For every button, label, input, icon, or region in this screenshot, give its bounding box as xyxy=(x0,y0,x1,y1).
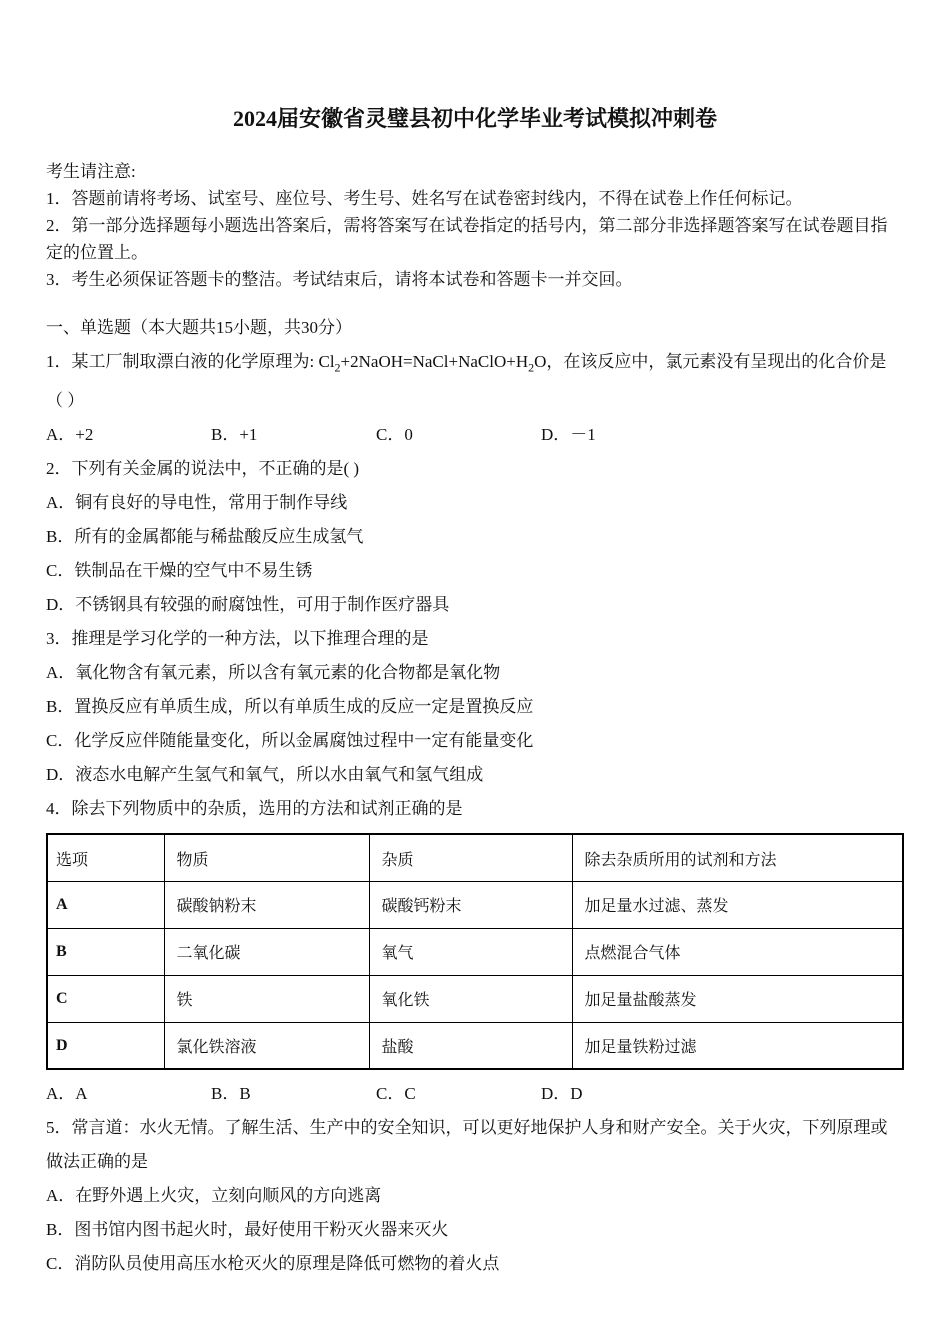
table-header-cell: 杂质 xyxy=(369,834,572,881)
option-d: D．不锈钢具有较强的耐腐蚀性，可用于制作医疗器具 xyxy=(46,595,450,615)
option-b: B．图书馆内图书起火时，最好使用干粉灭火器来灭火 xyxy=(46,1220,449,1240)
formula-subscript: 2 xyxy=(528,360,535,375)
table-cell: 盐酸 xyxy=(369,1022,572,1069)
table-row xyxy=(47,1022,903,1069)
table-cell: A xyxy=(47,881,164,928)
formula-part: +2NaOH=NaCl+NaClO+H xyxy=(340,352,529,371)
question-1-stem-suffix: ，在该反应中，氯元素没有呈现出的化合价是 xyxy=(546,352,887,371)
option-c: C．化学反应伴随能量变化，所以金属腐蚀过程中一定有能量变化 xyxy=(46,731,534,751)
question-5-stem: 5．常言道：水火无情。了解生活、生产中的安全知识，可以更好地保护人身和财产安全。关于火灾，下列原理或做法正确的是 xyxy=(46,1118,888,1172)
table-cell: 碳酸钠粉末 xyxy=(164,881,369,928)
question-2 xyxy=(46,452,904,622)
question-1-answer-paren: （ ） xyxy=(46,391,85,411)
question-5 xyxy=(46,1111,904,1281)
option-a: A．+2 xyxy=(46,425,94,445)
question-3 xyxy=(46,622,904,792)
formula-part: Cl xyxy=(318,352,335,371)
table-cell: B xyxy=(47,928,164,975)
purification-table xyxy=(46,833,904,1070)
notice-block xyxy=(46,158,904,293)
chemical-formula xyxy=(318,352,547,375)
table-cell: D xyxy=(47,1022,164,1069)
option-d: D．液态水电解产生氢气和氧气，所以水由氧气和氢气组成 xyxy=(46,765,484,785)
notice-item: 3．考生必须保证答题卡的整洁。考试结束后，请将本试卷和答题卡一并交回。 xyxy=(46,270,633,289)
table-header-row xyxy=(47,834,903,881)
table-cell: 加足量铁粉过滤 xyxy=(572,1022,903,1069)
option-d: D．D xyxy=(541,1084,583,1104)
table-cell: 氧气 xyxy=(369,928,572,975)
option-c: C．铁制品在干燥的空气中不易生锈 xyxy=(46,561,313,581)
question-4-stem: 4．除去下列物质中的杂质，选用的方法和试剂正确的是 xyxy=(46,799,463,819)
option-d: D．－1 xyxy=(541,425,596,445)
option-b: B．+1 xyxy=(211,425,258,445)
option-a: A．氧化物含有氧元素，所以含有氧元素的化合物都是氧化物 xyxy=(46,663,501,683)
table-cell: 点燃混合气体 xyxy=(572,928,903,975)
table-cell: 加足量盐酸蒸发 xyxy=(572,975,903,1022)
option-c: C．C xyxy=(376,1084,416,1104)
question-3-stem: 3．推理是学习化学的一种方法，以下推理合理的是 xyxy=(46,629,429,649)
table-header-cell: 物质 xyxy=(164,834,369,881)
table-header-cell: 除去杂质所用的试剂和方法 xyxy=(572,834,903,881)
table-row xyxy=(47,928,903,975)
formula-subscript: 2 xyxy=(334,360,341,375)
question-1-stem xyxy=(46,345,904,384)
table-cell: 二氧化碳 xyxy=(164,928,369,975)
question-4-options xyxy=(46,1077,904,1111)
table-header-cell: 选项 xyxy=(47,834,164,881)
table-cell: 氯化铁溶液 xyxy=(164,1022,369,1069)
option-b: B．B xyxy=(211,1084,251,1104)
option-a: A．铜有良好的导电性，常用于制作导线 xyxy=(46,493,348,513)
table-row xyxy=(47,975,903,1022)
notice-header: 考生请注意: xyxy=(46,162,136,181)
option-b: B．置换反应有单质生成，所以有单质生成的反应一定是置换反应 xyxy=(46,697,534,717)
table-cell: 氧化铁 xyxy=(369,975,572,1022)
option-b: B．所有的金属都能与稀盐酸反应生成氢气 xyxy=(46,527,364,547)
section-title: 一、单选题（本大题共15小题，共30分） xyxy=(46,318,352,337)
question-1-stem-prefix: 1．某工厂制取漂白液的化学原理为: xyxy=(46,352,319,371)
option-c: C．消防队员使用高压水枪灭火的原理是降低可燃物的着火点 xyxy=(46,1254,500,1274)
table-row xyxy=(47,881,903,928)
table-cell: 加足量水过滤、蒸发 xyxy=(572,881,903,928)
table-cell: 铁 xyxy=(164,975,369,1022)
question-2-stem: 2．下列有关金属的说法中，不正确的是( ) xyxy=(46,459,360,479)
formula-part: O xyxy=(534,352,547,371)
option-c: C．0 xyxy=(376,425,413,445)
table-cell: C xyxy=(47,975,164,1022)
table-cell: 碳酸钙粉末 xyxy=(369,881,572,928)
option-a: A．在野外遇上火灾，立刻向顺风的方向逃离 xyxy=(46,1186,382,1206)
question-1-options xyxy=(46,418,904,452)
option-a: A．A xyxy=(46,1084,88,1104)
notice-item: 2．第一部分选择题每小题选出答案后，需将答案写在试卷指定的括号内，第二部分非选择题答案写在试卷题目指定的位置上。 xyxy=(46,216,888,262)
notice-item: 1．答题前请将考场、试室号、座位号、考生号、姓名写在试卷密封线内，不得在试卷上作任何标记。 xyxy=(46,189,803,208)
page-title: 2024届安徽省灵璧县初中化学毕业考试模拟冲刺卷 xyxy=(232,106,717,131)
